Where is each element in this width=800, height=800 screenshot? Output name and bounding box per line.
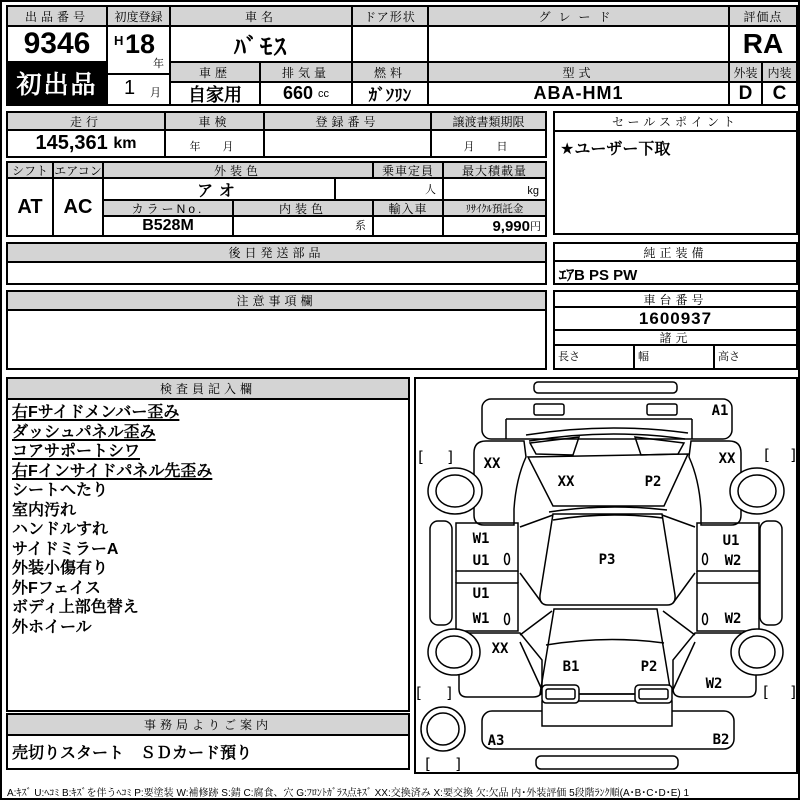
inspection-item: 右Fインサイドパネル先歪み xyxy=(12,462,213,480)
damage-code: P2 xyxy=(640,659,658,675)
door-shape-label: ドア形状 xyxy=(353,7,429,27)
shaken-label: 車検 xyxy=(166,113,265,131)
first-registration-label: 初度登録 xyxy=(108,7,171,27)
capacity-value: 人 xyxy=(374,179,444,201)
damage-code: W1 xyxy=(472,531,490,547)
damage-code: B2 xyxy=(712,732,730,748)
registration-number-value xyxy=(265,131,432,156)
month-unit: 月 xyxy=(150,87,161,99)
chassis-number-value: 1600937 xyxy=(555,308,796,331)
chassis-box xyxy=(553,290,798,370)
equipment-box xyxy=(553,242,798,285)
aircon-label: エアコン xyxy=(54,163,104,179)
recycle-fee-value xyxy=(444,217,545,235)
damage-code: W2 xyxy=(724,611,742,627)
capacity-label: 乗車定員 xyxy=(374,163,444,179)
sill-left xyxy=(430,521,452,625)
car-front xyxy=(474,382,741,525)
damage-diagram-box xyxy=(414,377,798,774)
interior-label: 内装 xyxy=(763,63,796,83)
car-name: ﾊﾞﾓｽ xyxy=(171,27,353,63)
dimensions-row xyxy=(555,346,796,370)
dimensions-label: 諸元 xyxy=(555,331,796,346)
damage-code: U1 xyxy=(722,533,740,549)
inspection-box xyxy=(6,377,410,712)
damage-code: W2 xyxy=(705,676,723,692)
parts-label: 後日発送部品 xyxy=(8,244,545,263)
front-fender-left xyxy=(474,441,526,525)
office-box xyxy=(6,713,410,770)
year-unit: 年 xyxy=(153,58,164,70)
displacement-number: 660 xyxy=(282,83,314,103)
parts-box xyxy=(6,242,547,285)
length-cell: 長さ xyxy=(555,346,635,370)
history-value: 自家用 xyxy=(171,83,261,104)
era-letter: H xyxy=(114,33,124,48)
exterior-color-value: アオ xyxy=(104,179,334,201)
bracket-mark: ] xyxy=(790,446,796,464)
shift-label: シフト xyxy=(8,163,54,179)
inspection-item: シートへたり xyxy=(12,482,109,499)
inspection-item: ボディ上部色替え xyxy=(12,599,139,616)
width-cell: 幅 xyxy=(635,346,715,370)
fuel-value: ｶﾞｿﾘﾝ xyxy=(353,83,429,104)
interior-color-value: 系 xyxy=(234,217,374,235)
inspection-list xyxy=(8,400,408,640)
headlight-left xyxy=(534,404,564,415)
bracket-mark: ] xyxy=(446,684,452,702)
sill-right xyxy=(760,521,782,625)
exterior-grade: D xyxy=(730,83,763,104)
history-label: 車歴 xyxy=(171,63,261,83)
shift-value: AT xyxy=(8,179,54,235)
recycle-fee-number: 9,990 xyxy=(492,217,530,235)
payload-value: kg xyxy=(444,179,545,201)
damage-code: XX xyxy=(491,641,509,657)
damage-code: XX xyxy=(718,451,736,467)
first-registration-year xyxy=(108,27,171,75)
car-damage-diagram xyxy=(416,379,796,772)
transfer-docs-label: 譲渡書類期限 xyxy=(432,113,545,131)
mileage-number: 145,361 xyxy=(35,132,108,154)
damage-code: P3 xyxy=(598,552,616,568)
id-table xyxy=(6,5,798,106)
grade-value xyxy=(429,27,730,63)
rear-window xyxy=(540,609,671,694)
notes-label: 注意事項欄 xyxy=(8,292,545,311)
inspection-item: 室内汚れ xyxy=(12,501,77,519)
damage-code: U1 xyxy=(472,553,490,569)
inspection-item: 右Fサイドメンバー歪み xyxy=(12,404,180,421)
inspection-item: ハンドルすれ xyxy=(12,521,109,538)
damage-code: W2 xyxy=(724,553,742,569)
model-code-value: ABA-HM1 xyxy=(429,83,730,104)
damage-code: A1 xyxy=(711,403,729,419)
parts-value xyxy=(8,263,545,285)
car-name-label: 車名 xyxy=(171,7,353,27)
spec-table xyxy=(6,161,547,237)
tailgate xyxy=(542,701,672,726)
sales-point-label: セールスポイント xyxy=(555,113,796,132)
height-cell: 高さ xyxy=(718,351,740,363)
inspection-label: 検査員記入欄 xyxy=(8,379,408,400)
aircon-value: AC xyxy=(54,179,104,235)
bracket-mark: ] xyxy=(447,448,453,466)
interior-color-label: 内装色 xyxy=(234,201,374,217)
mileage-label: 走行 xyxy=(8,113,166,131)
windshield xyxy=(528,454,688,506)
model-code-label: 型式 xyxy=(429,63,730,83)
damage-code: W1 xyxy=(472,611,490,627)
registration-number-label: 登録番号 xyxy=(265,113,432,131)
color-no-value: B528M xyxy=(104,217,234,235)
bracket-mark: [ xyxy=(764,446,770,464)
bracket-mark: [ xyxy=(425,755,431,772)
bracket-mark: ] xyxy=(790,683,796,701)
displacement-unit: cc xyxy=(318,87,330,100)
payload-label: 最大積載量 xyxy=(444,163,545,179)
color-no-label: カラーNo. xyxy=(104,201,234,217)
notes-box xyxy=(6,290,547,370)
office-value: 売切りスタート ＳＤカード預り xyxy=(12,745,253,762)
equipment-value: ｴｱB PS PW xyxy=(559,267,638,284)
fuel-label: 燃料 xyxy=(353,63,429,83)
color-change-cell xyxy=(334,179,374,201)
mileage-value xyxy=(8,131,166,156)
damage-code: XX xyxy=(557,474,575,490)
sales-point-box xyxy=(553,111,798,235)
grade-label: グレード xyxy=(429,7,730,27)
tail-lamp-right xyxy=(635,685,672,703)
chassis-number-label: 車台番号 xyxy=(555,292,796,308)
first-listing-badge: 初出品 xyxy=(8,61,108,104)
shaken-value: 年 月 xyxy=(166,131,265,156)
door-shape-value xyxy=(353,27,429,63)
inspection-item: ダッシュパネル歪み xyxy=(12,423,156,441)
interior-grade: C xyxy=(772,82,787,104)
inspection-item: 外ホイール xyxy=(12,618,92,636)
headlight-right xyxy=(647,404,677,415)
inspection-item: 外装小傷有り xyxy=(12,560,109,577)
inspection-item: コアサポートシワ xyxy=(12,443,141,460)
exterior-label: 外装 xyxy=(730,63,763,83)
office-label: 事務局よりご案内 xyxy=(8,715,408,736)
bracket-mark: [ xyxy=(418,448,424,466)
equipment-label: 純正装備 xyxy=(555,244,796,262)
bracket-mark: [ xyxy=(416,684,422,702)
lot-number-label: 出品番号 xyxy=(8,7,108,27)
import-value xyxy=(374,217,444,235)
exterior-color-label: 外装色 xyxy=(104,163,374,179)
month-number: 1 xyxy=(124,77,136,99)
sales-point-value: ★ユーザー下取 xyxy=(560,141,671,158)
lot-number: 9346 xyxy=(8,27,108,61)
tail-lamp-left xyxy=(542,685,579,703)
bracket-mark: [ xyxy=(763,683,769,701)
inspection-item: サイドミラーA xyxy=(12,540,119,558)
score-value: RA xyxy=(730,27,796,63)
displacement-label: 排気量 xyxy=(261,63,353,83)
inspection-item: 外Fフェイス xyxy=(12,579,101,597)
damage-code: A3 xyxy=(487,733,505,749)
legend: A:ｷｽﾞ U:ﾍｺﾐ B:ｷｽﾞを伴うﾍｺﾐ P:要塗装 W:補修跡 S:錆 C:腐食、穴 G:ﾌﾛﾝﾄｶﾞﾗｽ点ｷｽﾞ XX:交換済み X:要交換 欠:欠品 内･外装評価 5段階ﾗﾝｸ順(A･B･C･D･E) 1 xyxy=(7,788,690,799)
recycle-fee-label: ﾘｻｲｸﾙ預託金 xyxy=(444,201,545,217)
transfer-docs-value: 月 日 xyxy=(463,141,508,153)
damage-code: U1 xyxy=(472,586,490,602)
import-label: 輸入車 xyxy=(374,201,444,217)
first-registration-month xyxy=(108,75,171,104)
damage-code: XX xyxy=(483,456,501,472)
score-label: 評価点 xyxy=(730,7,796,27)
damage-code: P2 xyxy=(644,474,662,490)
bracket-mark: ] xyxy=(455,755,461,772)
notes-value xyxy=(8,311,545,370)
displacement-value xyxy=(261,83,353,104)
recycle-fee-unit: 円 xyxy=(530,221,541,233)
mileage-unit: km xyxy=(113,134,137,152)
year-number: 18 xyxy=(125,29,156,59)
mileage-table xyxy=(6,111,547,158)
damage-code: B1 xyxy=(562,659,580,675)
